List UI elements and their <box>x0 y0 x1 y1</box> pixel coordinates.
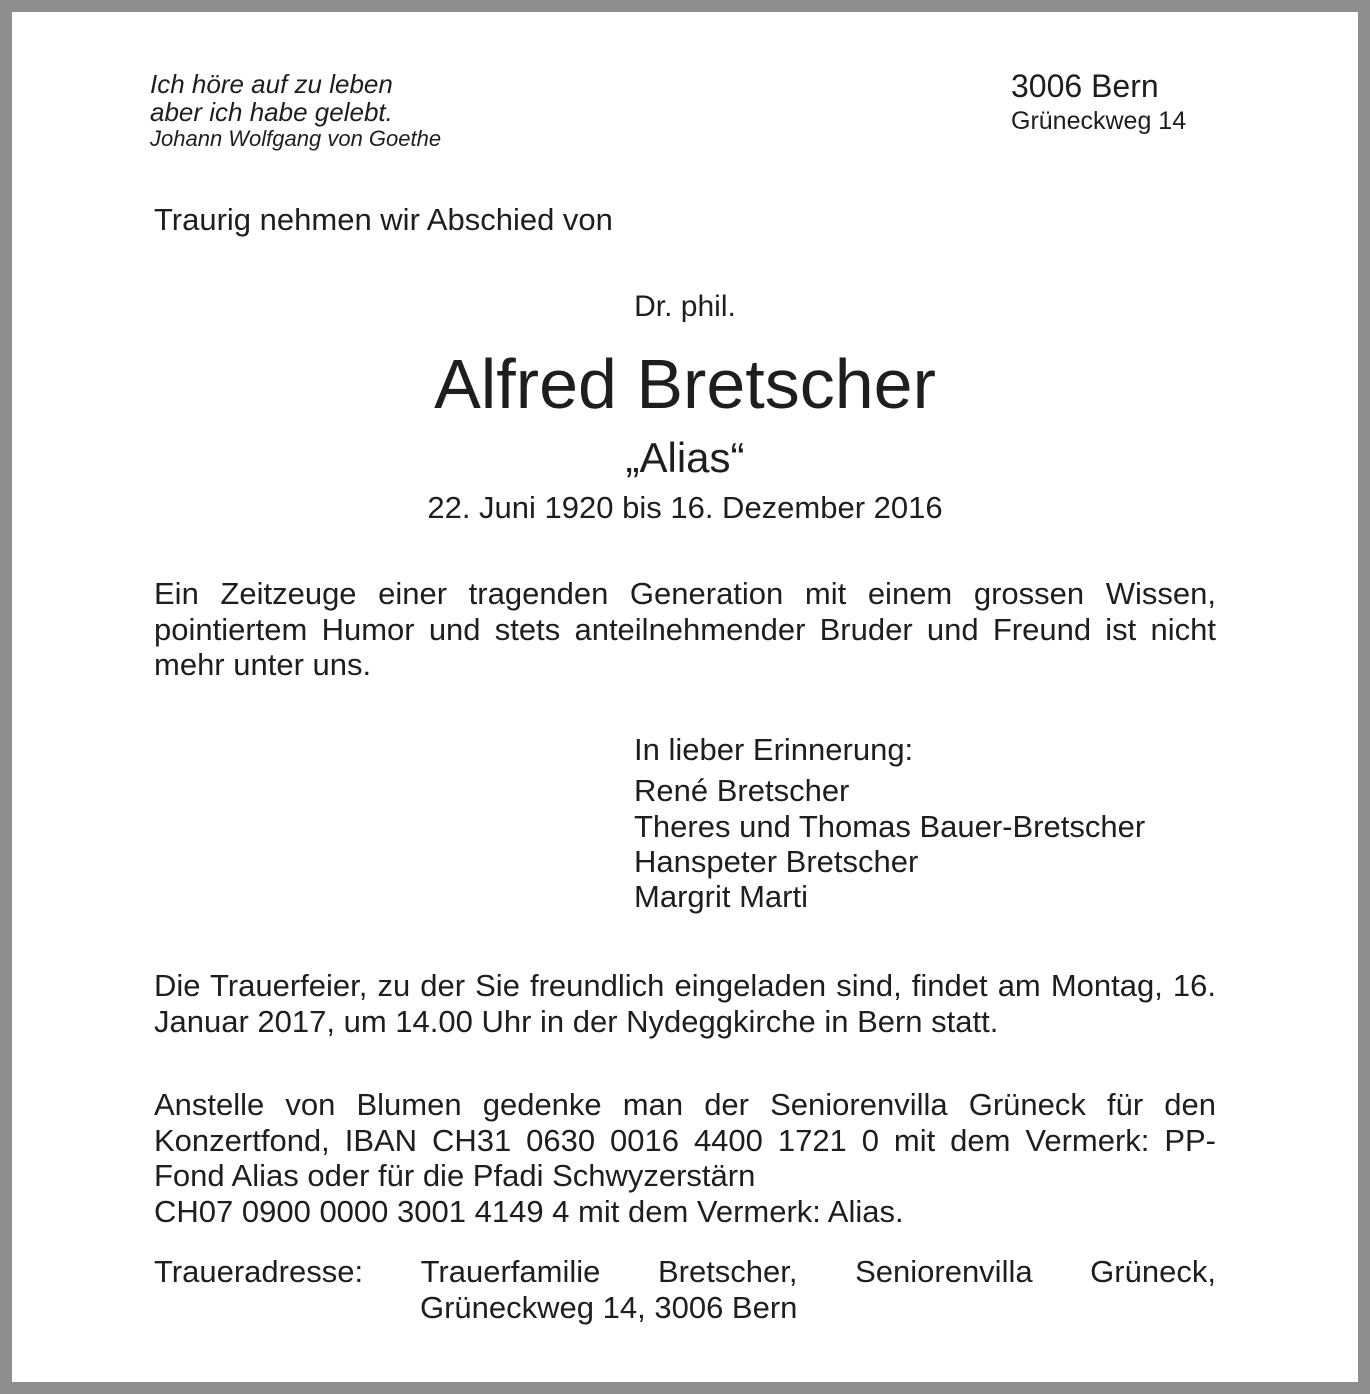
memory-list <box>634 732 1145 914</box>
donation-last-line: CH07 0900 0000 3001 4149 4 mit dem Vermerk: Alias. <box>154 1193 904 1229</box>
mourning-address-label: Traueradresse: <box>154 1254 364 1289</box>
family-address <box>1011 68 1186 138</box>
donation-text: Anstelle von Blumen gedenke man der Seniorenvilla Grüneck für den Konzertfond, IBAN CH31 0630 0016 4400 1721 0 mit dem Vermerk: PP-Fond Alias oder für die Pfadi Schwyzerstärn <box>154 1087 1216 1193</box>
obituary-page <box>12 12 1358 1382</box>
deceased-alias: „Alias“ <box>625 434 745 481</box>
quote-author: Johann Wolfgang von Goethe <box>150 126 442 151</box>
address-city: 3006 Bern <box>1011 68 1159 104</box>
memory-name: Hanspeter Bretscher <box>634 843 919 879</box>
mourning-address <box>154 1254 1216 1326</box>
mourning-address-word: Grüneck, <box>1090 1254 1216 1289</box>
mourning-address-line-1 <box>154 1254 1216 1290</box>
mourning-address-word: Trauerfamilie <box>420 1254 601 1289</box>
academic-title: Dr. phil. <box>634 290 736 323</box>
quote-line-1: Ich höre auf zu leben <box>150 69 393 99</box>
address-street: Grüneckweg 14 <box>1011 107 1187 135</box>
mourning-address-line-2: Grüneckweg 14, 3006 Bern <box>420 1290 798 1325</box>
goethe-quote <box>150 70 441 152</box>
life-dates: 22. Juni 1920 bis 16. Dezember 2016 <box>427 490 943 525</box>
tribute-paragraph: Ein Zeitzeuge einer tragenden Generation mit einem grossen Wissen, pointiertem Humor und stets anteilnehmender Bruder und Freund ist nicht mehr unter uns. <box>154 576 1216 682</box>
memory-heading: In lieber Erinnerung: <box>634 732 914 767</box>
deceased-name: Alfred Bretscher <box>434 345 936 423</box>
donation-paragraph <box>154 1087 1216 1229</box>
mourning-address-word: Bretscher, <box>657 1254 798 1289</box>
memory-name: Margrit Marti <box>634 879 808 915</box>
mourning-address-word: Seniorenvilla <box>855 1254 1033 1289</box>
memory-name: René Bretscher <box>634 773 850 809</box>
memory-name: Theres und Thomas Bauer-Bretscher <box>634 808 1146 844</box>
quote-line-2: aber ich habe gelebt. <box>150 97 393 127</box>
intro-text: Traurig nehmen wir Abschied von <box>154 202 613 237</box>
ceremony-paragraph: Die Trauerfeier, zu der Sie freundlich eingeladen sind, findet am Montag, 16. Januar 2017, um 14.00 Uhr in der Nydeggkirche in Bern statt. <box>154 968 1216 1039</box>
